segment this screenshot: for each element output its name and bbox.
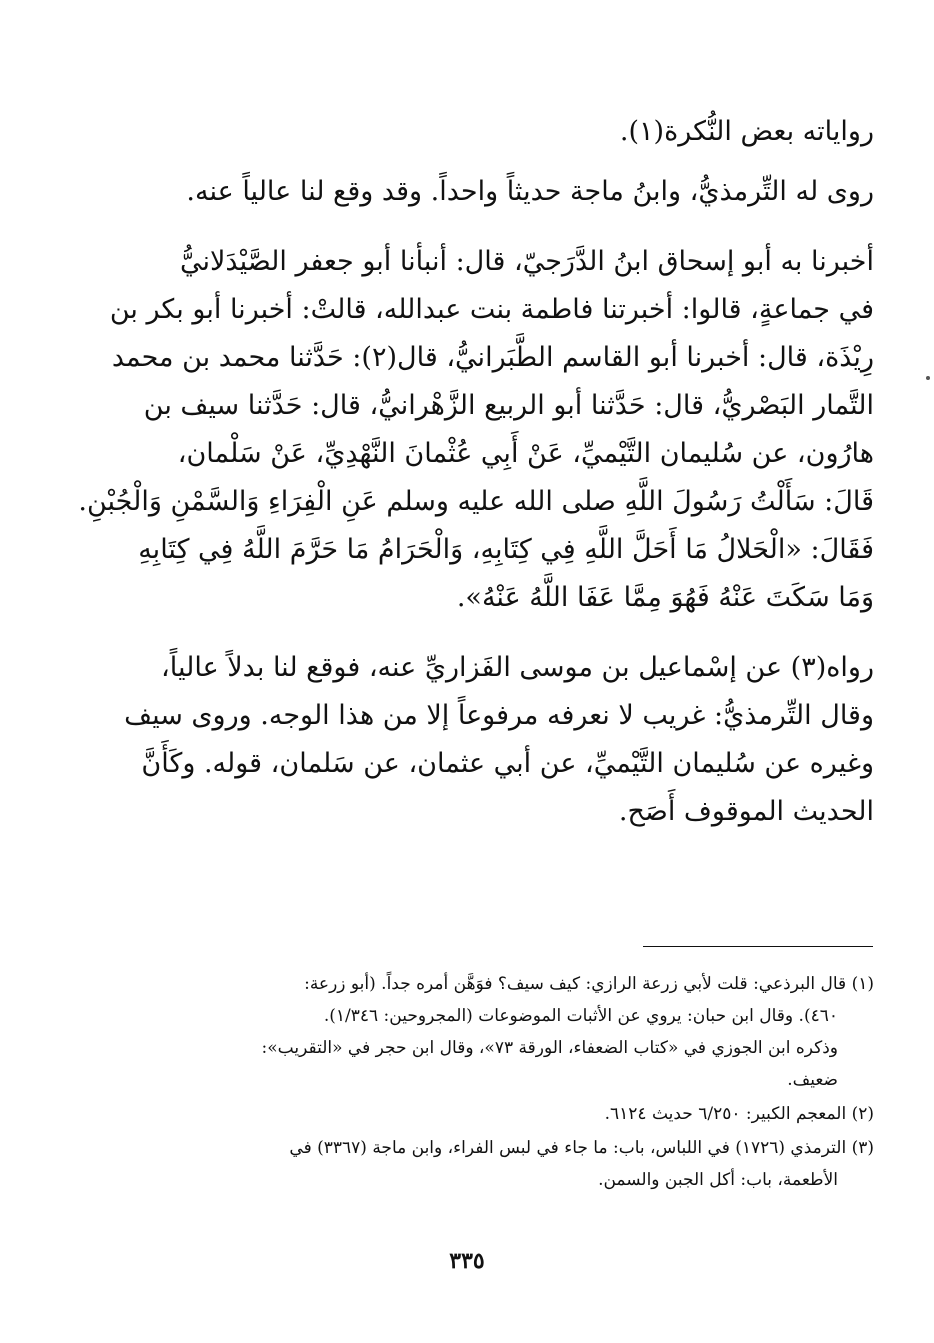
text-line: الحديث الموقوف أَصَح.: [618, 796, 874, 827]
text-line: أخبرنا به أبو إسحاق ابنُ الدَّرَجيّ، قال: أنبأنا أبو جعفر الصَّيْدَلانيُّ: [180, 246, 874, 277]
text-line: وقال التِّرمذيُّ: غريب لا نعرفه مرفوعاً إلا من هذا الوجه. وروى سيف: [124, 700, 874, 731]
paragraph-hadith: [78, 238, 874, 622]
text-line: في جماعةٍ، قالوا: أخبرتنا فاطمة بنت عبدالله، قالتْ: أخبرنا أبو بكر بن: [109, 294, 874, 325]
margin-mark: [926, 376, 930, 380]
main-text: [78, 108, 874, 836]
footnotes: [150, 968, 874, 1198]
paragraph-commentary: [124, 644, 874, 836]
footnote-line: ضعيف.: [787, 1070, 838, 1090]
text-line: وغيره عن سُليمان التَّيْميِّ، عن أبي عثمان، عن سَلمان، قوله. وكَأَنَّ: [141, 748, 874, 779]
text-line: وَمَا سَكَتَ عَنْهُ فَهُوَ مِمَّا عَفَا اللَّهُ عَنْهُ».: [456, 582, 874, 613]
text-line: رواياته بعض النُّكرة(١).: [619, 116, 874, 147]
text-line: قَالَ: سَأَلْتُ رَسُولَ اللَّهِ صلى الله عليه وسلم عَنِ الْفِرَاءِ وَالسَّمْنِ وَالْجُبْنِ.: [78, 486, 874, 517]
paragraph-intro: [150, 108, 874, 156]
footnote-line: (٣) الترمذي (١٧٢٦) في اللباس، باب: ما جاء في لبس الفراء، وابن ماجة (٣٣٦٧) في: [289, 1138, 874, 1158]
footnote-3: [150, 1132, 874, 1196]
text-line: فَقَالَ: «الْحَلالُ مَا أَحَلَّ اللَّهِ فِي كِتَابِهِ، وَالْحَرَامُ مَا حَرَّمَ اللَّهُ فِي كِتَابِهِ: [138, 534, 874, 565]
footnote-line: (٢) المعجم الكبير: ٦/٢٥٠ حديث ٦١٢٤.: [604, 1104, 874, 1124]
text-line: رواه(٣) عن إسْماعيل بن موسى الفَزاريِّ عنه، فوقع لنا بدلاً عالياً،: [161, 652, 874, 683]
text-line: روى له التِّرمذيُّ، وابنُ ماجة حديثاً واحداً. وقد وقع لنا عالياً عنه.: [186, 176, 874, 207]
paragraph-narration: [150, 168, 874, 216]
footnote-2: [150, 1098, 874, 1130]
footnote-separator: [643, 946, 873, 947]
footnote-line: الأطعمة، باب: أكل الجبن والسمن.: [598, 1170, 838, 1190]
text-line: هارُون، عن سُليمان التَّيْميِّ، عَنْ أَبِي عُثْمانَ النَّهْدِيِّ، عَنْ سَلْمان،: [177, 438, 874, 469]
text-line: التَّمار البَصْريُّ، قال: حَدَّثنا أبو الربيع الزَّهْرانيُّ، قال: حَدَّثنا سيف بن: [143, 390, 874, 421]
footnote-line: (١) قال البرذعي: قلت لأبي زرعة الرازي: كيف سيف؟ فوَهَّن أمره جداً. (أبو زرعة:: [304, 974, 874, 994]
footnote-line: وذكره ابن الجوزي في «كتاب الضعفاء، الورقة ٧٣»، وقال ابن حجر في «التقريب»:: [261, 1038, 838, 1058]
page-number: ٣٣٥: [449, 1248, 485, 1274]
footnote-1: [150, 968, 874, 1096]
text-line: رِيْذَة، قال: أخبرنا أبو القاسم الطَّبَرانيُّ، قال(٢): حَدَّثنا محمد بن محمد: [111, 342, 874, 373]
footnote-line: ٤٦٠). وقال ابن حبان: يروي عن الأثبات الموضوعات (المجروحين: ١/٣٤٦).: [323, 1006, 838, 1026]
